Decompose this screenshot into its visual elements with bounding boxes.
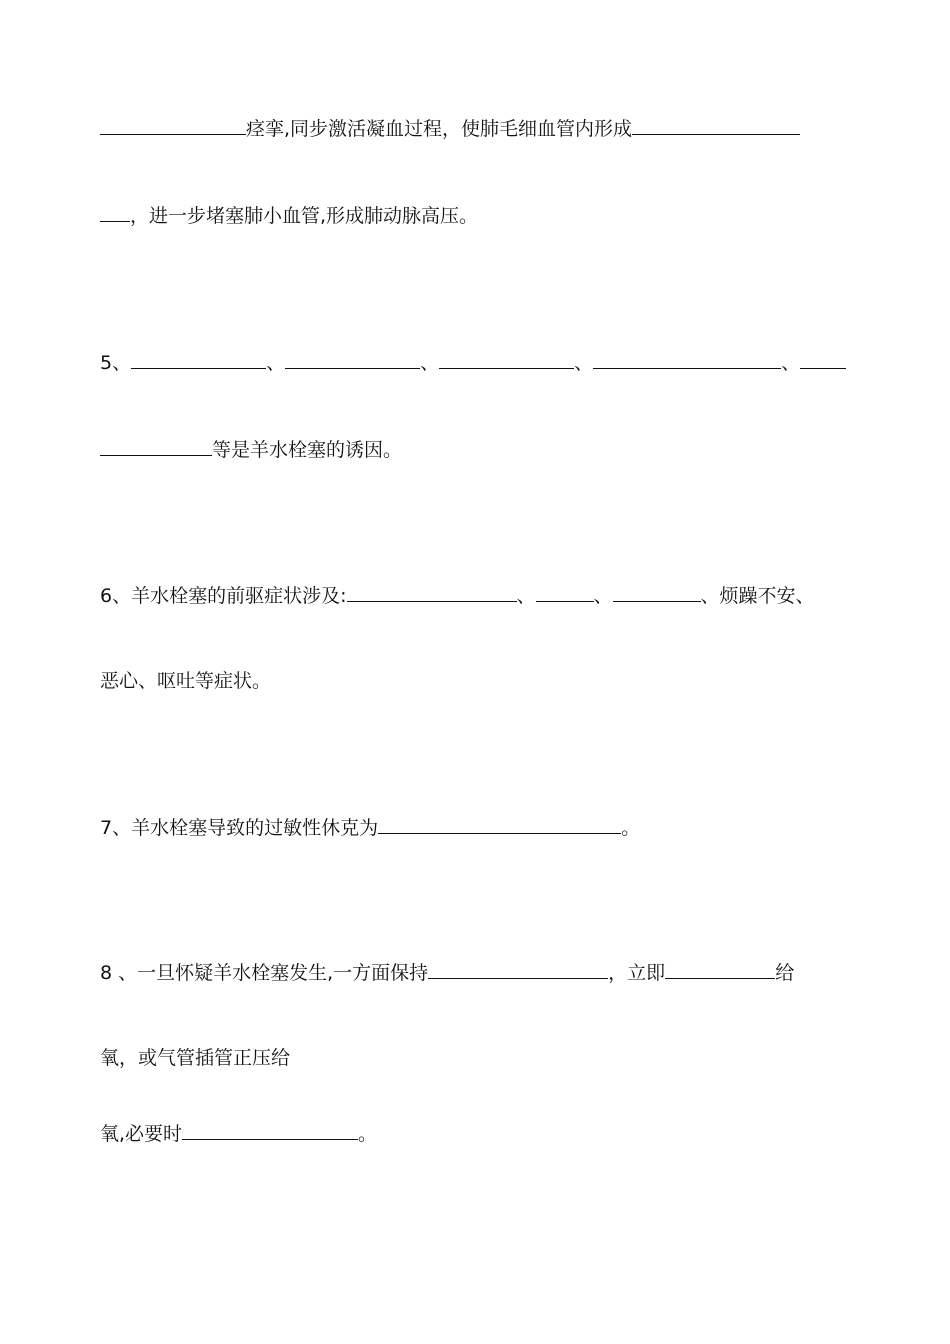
question-6-line-2 [100,670,271,693]
answer-blank[interactable] [800,350,846,369]
answer-blank[interactable] [100,437,212,456]
line-text: 氧,必要时 [100,1123,183,1146]
line-text: 等是羊水栓塞的诱因。 [212,439,403,462]
line-text: 8 、一旦怀疑羊水栓塞发生,一方面保持 [100,962,429,985]
answer-blank[interactable] [100,116,246,135]
answer-blank[interactable] [100,203,130,222]
answer-blank[interactable] [593,350,781,369]
line-text: 、 [593,585,613,608]
line-text: ，立即 [608,962,666,985]
answer-blank[interactable] [439,350,574,369]
line-text: 、 [574,352,594,375]
line-text: 、烦躁不安、 [700,585,815,608]
answer-blank[interactable] [536,583,594,602]
text-line-2 [100,203,478,228]
line-text: ，进一步堵塞肺小血管,形成肺动脉高压。 [130,205,479,228]
answer-blank[interactable] [182,1121,358,1140]
line-text: 7、羊水栓塞导致的过敏性休克为 [100,817,379,840]
question-5-line-1 [100,350,846,375]
text-line-1 [100,116,800,141]
line-text: 恶心、呕吐等症状。 [100,670,272,692]
line-text: 6、羊水栓塞的前驱症状涉及: [100,585,347,608]
answer-blank[interactable] [378,815,621,834]
line-text: 、 [516,585,536,608]
answer-blank[interactable] [285,350,420,369]
line-text: 、 [266,352,286,375]
line-text: 。 [621,817,641,840]
line-text: 。 [358,1123,378,1146]
answer-blank[interactable] [632,116,800,135]
line-text: 氧，或气管插管正压给 [100,1047,291,1069]
question-8-line-1 [100,960,794,985]
question-8-line-2 [100,1047,290,1070]
line-text: 、 [420,352,440,375]
line-text: 痉挛,同步激活凝血过程，使肺毛细血管内形成 [246,118,633,141]
answer-blank[interactable] [428,960,608,979]
line-text: 、 [781,352,801,375]
answer-blank[interactable] [613,583,701,602]
answer-blank[interactable] [347,583,517,602]
question-7-line [100,815,640,840]
question-5-line-2 [100,437,402,462]
answer-blank[interactable] [131,350,266,369]
question-8-line-3 [100,1121,377,1146]
line-text: 5、 [100,352,132,375]
question-6-line-1 [100,583,815,608]
line-text: 给 [775,962,795,985]
answer-blank[interactable] [665,960,775,979]
